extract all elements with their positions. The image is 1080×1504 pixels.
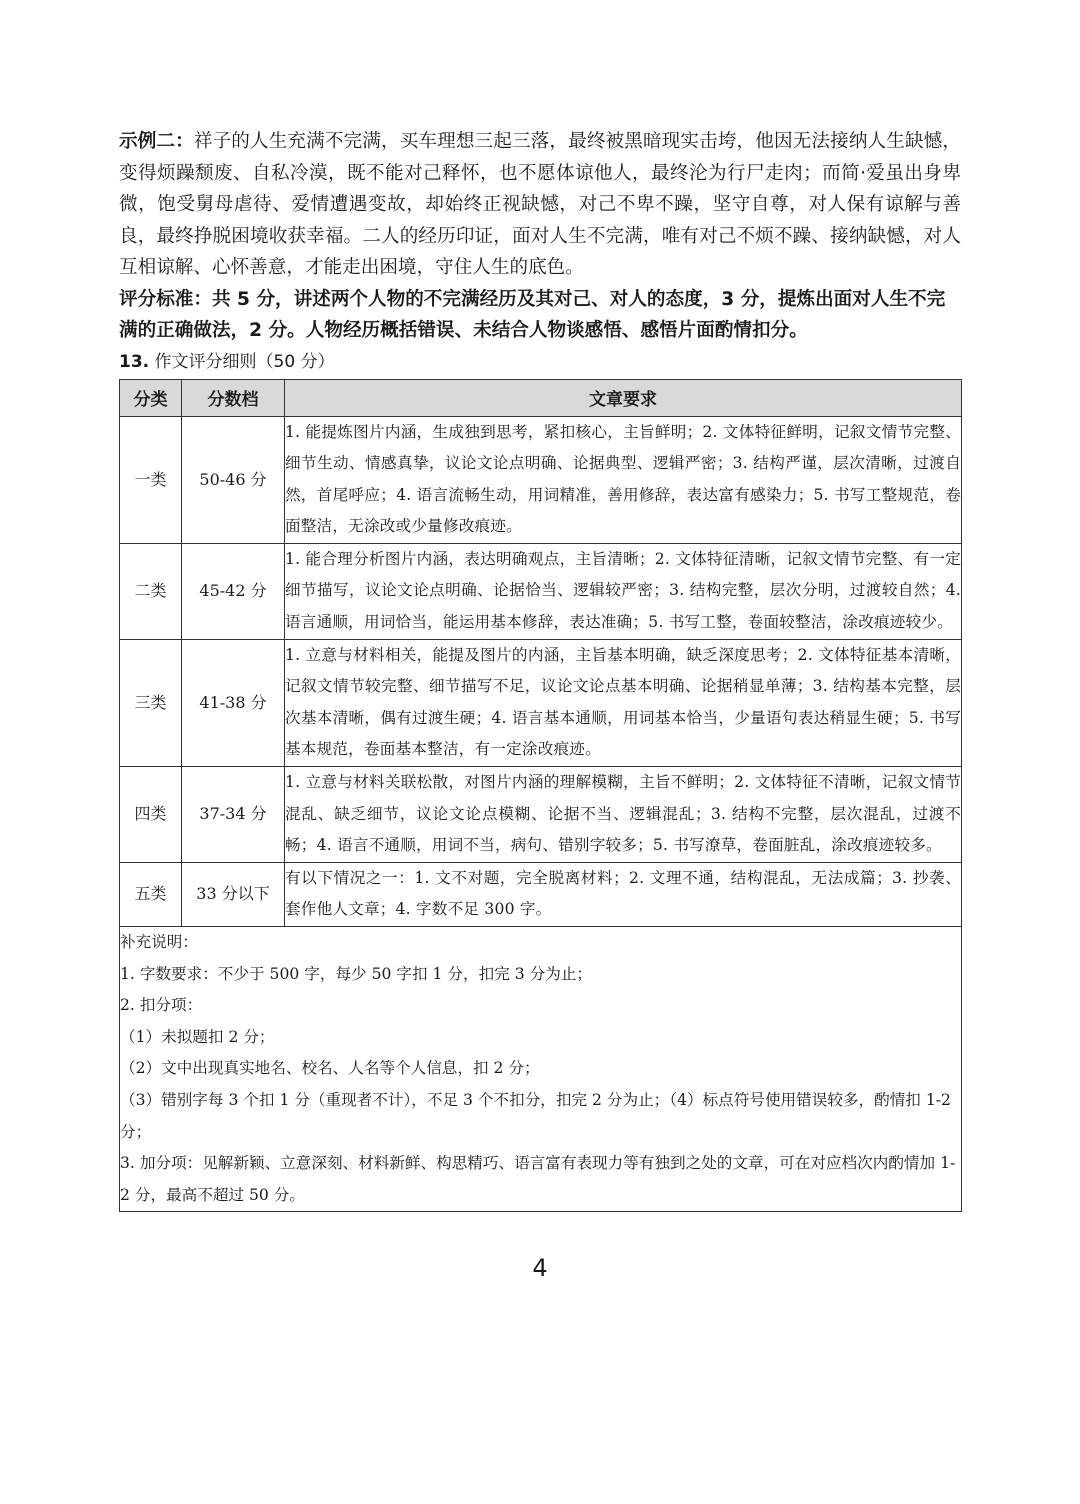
header-requirements: 文章要求 xyxy=(285,379,962,416)
supplementary-notes xyxy=(120,927,962,1212)
category-cell: 四类 xyxy=(120,767,182,863)
category-cell: 五类 xyxy=(120,862,182,926)
table-row xyxy=(120,767,962,863)
header-score-band: 分数档 xyxy=(182,379,285,416)
table-header-row xyxy=(120,379,962,416)
note-item: （2）文中出现真实地名、校名、人名等个人信息，扣 2 分； xyxy=(120,1059,540,1078)
example-two-text: 祥子的人生充满不完满，买车理想三起三落，最终被黑暗现实击垮，他因无法接纳人生缺憾，变得烦躁颓废、自私冷漠，既不能对己释怀，也不愿体谅他人，最终沦为行尸走肉；而简·爱虽出身卑微，饱受舅母虐待、爱情遭遇变故，却始终正视缺憾，对己不卑不躁，坚守自尊，对人保有谅解与善良，最终挣脱困境收获幸福。二人的经历印证，面对人生不完满，唯有对己不烦不躁、接纳缺憾，对人互相谅解、心怀善意，才能走出困境，守住人生的底色。 xyxy=(119,131,961,278)
requirement-cell: 1. 能合理分析图片内涵，表达明确观点，主旨清晰；2. 文体特征清晰，记叙文情节完整、有一定细节描写，议论文论点明确、论据恰当、逻辑较严密；3. 结构完整，层次分明，过渡较自然；4. 语言通顺，用词恰当，能运用基本修辞，表达准确；5. 书写工整，卷面较整洁，涂改痕迹较少。 xyxy=(285,543,962,639)
category-cell: 三类 xyxy=(120,639,182,766)
header-category: 分类 xyxy=(120,379,182,416)
note-item: 2. 扣分项： xyxy=(120,996,203,1015)
section-title xyxy=(119,349,961,375)
example-two-label: 示例二： xyxy=(119,131,194,152)
notes-row xyxy=(120,927,962,1212)
note-item: 1. 字数要求：不少于 500 字，每少 50 字扣 1 分，扣完 3 分为止； xyxy=(120,964,593,983)
score-band-cell: 41-38 分 xyxy=(182,639,285,766)
score-band-cell: 50-46 分 xyxy=(182,416,285,543)
requirement-cell: 1. 立意与材料关联松散，对图片内涵的理解模糊，主旨不鲜明；2. 文体特征不清晰，记叙文情节混乱、缺乏细节，议论文论点模糊、论据不当、逻辑混乱；3. 结构不完整，层次混乱，过渡不畅；4. 语言不通顺，用词不当，病句、错别字较多；5. 书写潦草，卷面脏乱，涂改痕迹较多。 xyxy=(285,767,962,863)
notes-heading: 补充说明： xyxy=(120,933,198,951)
example-two-paragraph xyxy=(119,126,961,284)
essay-scoring-table xyxy=(119,379,962,1213)
section-number: 13. xyxy=(119,351,150,372)
table-row xyxy=(120,416,962,543)
requirement-cell: 有以下情况之一：1. 文不对题，完全脱离材料；2. 文理不通，结构混乱，无法成篇；3. 抄袭、套作他人文章；4. 字数不足 300 字。 xyxy=(285,862,962,926)
requirement-cell: 1. 立意与材料相关，能提及图片的内涵，主旨基本明确，缺乏深度思考；2. 文体特征基本清晰，记叙文情节较完整、细节描写不足，议论文论点基本明确、论据稍显单薄；3. 结构基本完整，层次基本清晰，偶有过渡生硬；4. 语言基本通顺，用词基本恰当，少量语句表达稍显生硬；5. 书写基本规范，卷面基本整洁，有一定涂改痕迹。 xyxy=(285,639,962,766)
score-band-cell: 37-34 分 xyxy=(182,767,285,863)
note-item: （1）未拟题扣 2 分； xyxy=(120,1027,275,1046)
document-page xyxy=(119,126,961,1212)
table-row xyxy=(120,862,962,926)
table-row xyxy=(120,543,962,639)
note-item: （3）错别字每 3 个扣 1 分（重现者不计），不足 3 个不扣分，扣完 2 分为止；（4）标点符号使用错误较多，酌情扣 1-2 分； xyxy=(120,1090,951,1141)
table-row xyxy=(120,639,962,766)
score-band-cell: 33 分以下 xyxy=(182,862,285,926)
requirement-cell: 1. 能提炼图片内涵，生成独到思考，紧扣核心，主旨鲜明；2. 文体特征鲜明，记叙文情节完整、细节生动、情感真挚，议论文论点明确、论据典型、逻辑严密；3. 结构严谨，层次清晰，过渡自然，首尾呼应；4. 语言流畅生动，用词精准，善用修辞，表达富有感染力；5. 书写工整规范，卷面整洁，无涂改或少量修改痕迹。 xyxy=(285,416,962,543)
category-cell: 二类 xyxy=(120,543,182,639)
score-band-cell: 45-42 分 xyxy=(182,543,285,639)
note-item: 3. 加分项：见解新颖、立意深刻、材料新鲜、构思精巧、语言富有表现力等有独到之处的文章，可在对应档次内酌情加 1-2 分，最高不超过 50 分。 xyxy=(120,1154,956,1204)
page-number: 4 xyxy=(532,1254,548,1282)
category-cell: 一类 xyxy=(120,416,182,543)
scoring-standard: 评分标准：共 5 分，讲述两个人物的不完满经历及其对己、对人的态度，3 分，提炼出面对人生不完满的正确做法，2 分。人物经历概括错误、未结合人物谈感悟、感悟片面酌情扣分。 xyxy=(119,288,946,341)
section-title-text: 作文评分细则（50 分） xyxy=(149,351,335,372)
